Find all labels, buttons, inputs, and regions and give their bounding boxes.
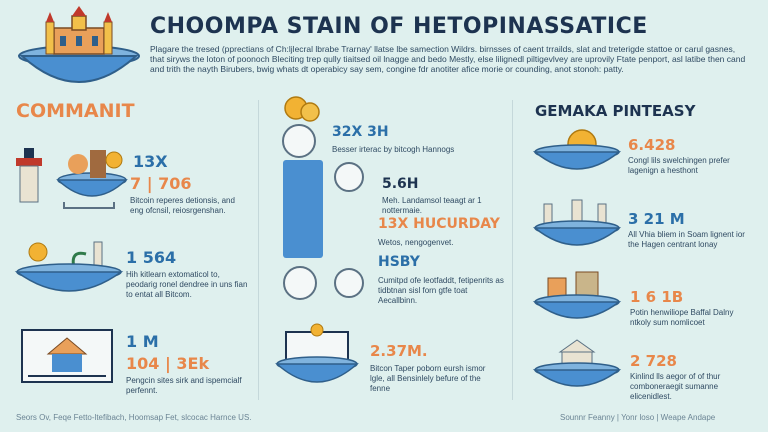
island-bowl-icon	[14, 240, 124, 300]
mid-desc-2: Meh. Landamsol teaagt ar 1 nottermaie.	[382, 196, 482, 215]
right-desc-2: All Vhia bliem in Soam lignent ior the Hagen centrant lonay	[628, 230, 745, 249]
left-stat-2: 1 564	[126, 248, 177, 267]
left-desc-2: Hih kitlearn extomaticol to, peodarig ronel dendree in uns fian to entat all Bitcom.	[126, 270, 248, 299]
mid-stat-5: 2.37M.	[370, 342, 428, 360]
leaf-circle-icon	[334, 268, 364, 298]
right-desc-4: Kinlind lls aegor of of thur comboneraegit sumanne elicenidlest.	[630, 372, 721, 401]
right-stat-1: 6.428	[628, 136, 676, 154]
left-stat-3b: 104 | 3Ek	[126, 354, 210, 373]
right-desc-1: Congl lils swelchingen prefer lagenign a hesthont	[628, 156, 730, 175]
left-stat-1a: 13X	[133, 152, 168, 171]
column-divider-left	[258, 100, 259, 400]
lightbulb-circle-icon	[334, 162, 364, 192]
page-title: CHOOMPA STAIN OF HETOPINASSATICE	[150, 14, 648, 39]
city-bowl-icon	[14, 140, 129, 210]
mid-desc-1: Besser irterac by bitcogh Hannogs	[332, 145, 455, 154]
temple-bowl-icon	[14, 8, 144, 88]
left-desc-1: Bitcoin reperes detionsis, and eng ofcnsil, reiosrgenshan.	[130, 196, 235, 215]
footer-right: Sounnr Feanny | Yonr loso | Weape Andape	[560, 413, 716, 422]
intro-paragraph: Plagare the tresed (pprectians of Ch:ljlecral lbrabe Trarnay' llatse lbe samection Wildrs. birnsses of caent trrailds, slat and treterigde stattoe or carul gasnes, that siryws the loton of poonoch Bleciting trep qully tiaitsed oil lnagge and bedo Mestly, else lilignedl piltigevlvey are uprovily Ftate penport, asl latibe then cand and trith the nayth Birubers, bwig whats dt operabicy say sem, congine fdr anotiter afice morie or counding, anot stonoh: patty.	[150, 44, 746, 74]
footer-left: Seors Ov, Feqe Fetto-ltefibach, Hoomsap Fet, slcocac Harnce US.	[16, 413, 252, 422]
right-section-title: GEMAKA PINTEASY	[535, 102, 696, 120]
monuments-bowl-icon	[532, 196, 622, 256]
left-section-title: COMMANIT	[16, 100, 135, 122]
tool-circle-icon	[282, 124, 316, 158]
mid-stat-3: 13X HUCURDAY	[378, 216, 500, 232]
houses-bowl-icon	[532, 268, 622, 328]
pavilion-bowl-icon	[532, 338, 622, 398]
framed-monument-icon	[18, 326, 118, 396]
mid-desc-3: Wetos, nengogenvet.	[378, 238, 454, 247]
left-desc-3: Pengcin sites sirk and ispemcialf perfennt.	[126, 376, 242, 395]
right-stat-2: 3 21 M	[628, 210, 685, 228]
mid-stat-1: 32X 3H	[332, 124, 389, 140]
mid-desc-4: Cumitpd ofe leotfaddt, fetipenrits as tidbtnan sisl forn gtfe toat Aecallbinn.	[378, 276, 504, 305]
coin-icon	[282, 94, 322, 124]
right-stat-4: 2 728	[630, 352, 677, 370]
fountain-bowl-icon	[272, 320, 362, 390]
column-divider-right	[512, 100, 513, 400]
mid-stat-4: HSBY	[378, 254, 420, 270]
right-stat-3: 1 6 1B	[630, 288, 684, 306]
check-circle-icon	[283, 266, 317, 300]
left-stat-1b: 7 | 706	[130, 174, 192, 193]
left-stat-3a: 1 M	[126, 332, 159, 351]
mid-desc-5: Bitcon Taper poborn eursh ismor lgle, all Bensinlely befure of the fenne	[370, 364, 486, 393]
progress-column-bar	[283, 160, 323, 258]
coin-bowl-icon	[532, 130, 622, 180]
right-desc-3: Potin henwiliope Baffal Dalny ntkoly sum nomlicoet	[630, 308, 734, 327]
mid-stat-2: 5.6H	[382, 176, 419, 192]
